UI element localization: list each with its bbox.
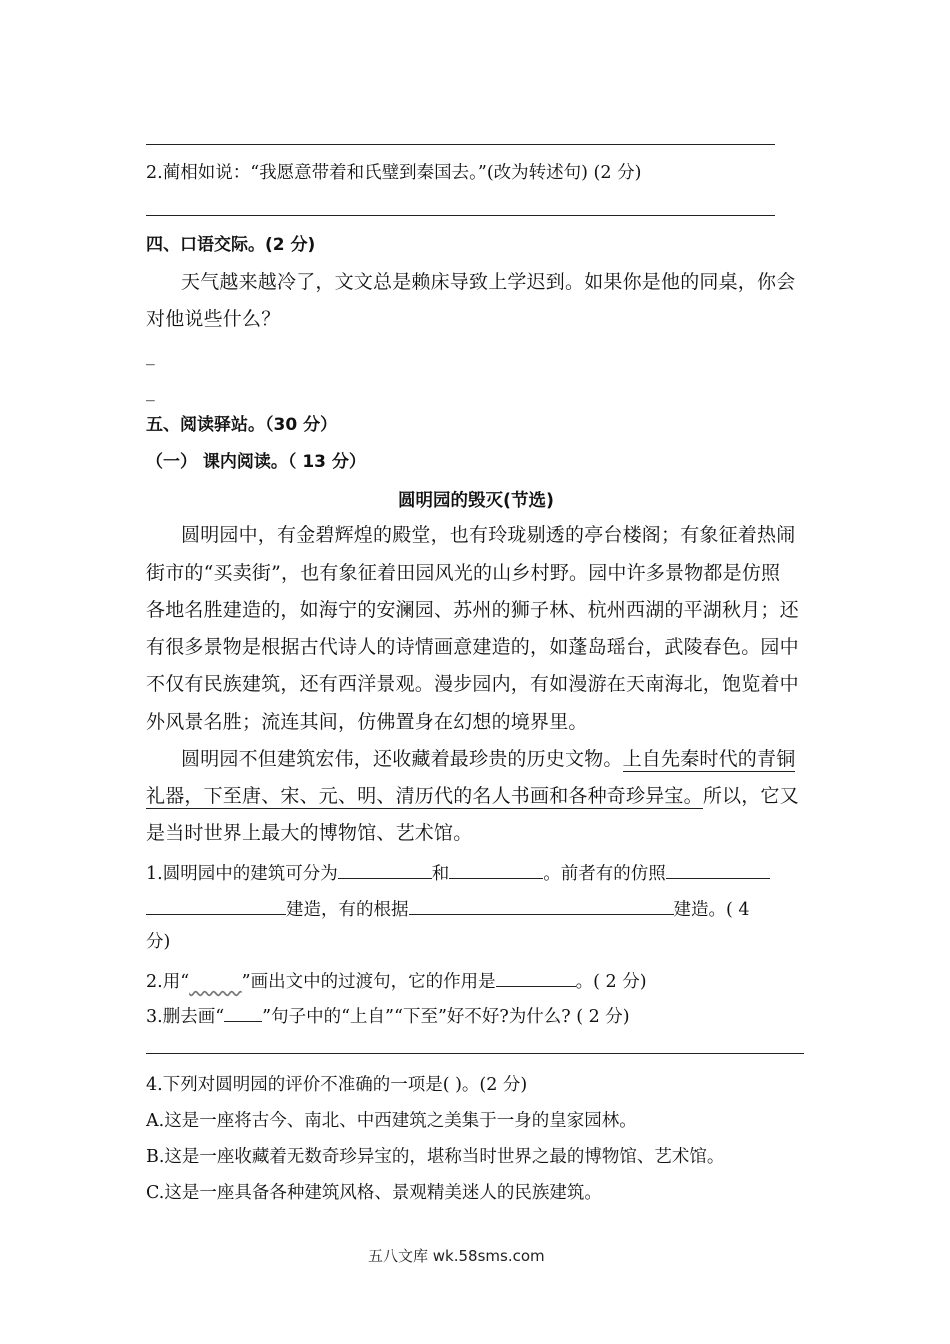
passage-p2-line-1 <box>181 746 795 772</box>
q1-text-d: 建造，有的根据 <box>286 900 409 920</box>
passage-p1-line-1: 圆明园中，有金碧辉煌的殿堂，也有玲珑剔透的亭台楼阁；有象征着热闹 <box>181 524 796 546</box>
q2-blank[interactable] <box>496 966 576 987</box>
rewrite-question-2: 2.蔺相如说：“我愿意带着和氏璧到秦国去。”(改为转述句) (2 分) <box>146 163 642 183</box>
answer-line-2 <box>146 215 775 216</box>
q1-blank-1[interactable] <box>338 858 432 879</box>
passage-p1-line-6: 外风景名胜；流连其间，仿佛置身在幻想的境界里。 <box>146 711 588 733</box>
q2-text-a: 2.用“ <box>146 972 190 992</box>
option-a: A.这是一座将古今、南北、中西建筑之美集于一身的皇家园林。 <box>146 1111 637 1131</box>
section-4-text-line-2: 对他说些什么？ <box>146 308 281 330</box>
q1-blank-5[interactable] <box>409 894 674 915</box>
section-5-subheading: （一） 课内阅读。（ 13 分） <box>146 452 366 472</box>
q1-blank-3[interactable] <box>666 858 770 879</box>
q1-text-a: 1.圆明园中的建筑可分为 <box>146 864 338 884</box>
q1-text-e: 建造。( 4 <box>673 900 750 920</box>
straight-line-mark <box>224 1001 262 1022</box>
answer-dash-1: _ <box>146 346 155 366</box>
question-3 <box>146 1001 630 1029</box>
passage-p1-line-5: 不仅有民族建筑，还有西洋景观。漫步园内，有如漫游在天南海北，饱览着中 <box>146 673 799 695</box>
p2-underlined-sentence-end: 礼器，下至唐、宋、元、明、清历代的名人书画和各种奇珍异宝。 <box>146 785 703 807</box>
question-2 <box>146 966 647 994</box>
question-1-line-3: 分) <box>146 932 171 952</box>
section-4-text-line-1: 天气越来越冷了，文文总是赖床导致上学迟到。如果你是他的同桌，你会 <box>181 271 796 293</box>
p2-plain-text-2: 所以，它又 <box>702 785 799 807</box>
passage-p1-line-3: 各地名胜建造的，如海宁的安澜园、苏州的狮子林、杭州西湖的平湖秋月；还 <box>146 599 799 621</box>
wavy-line-mark <box>189 972 242 992</box>
option-b: B.这是一座收藏着无数奇珍异宝的，堪称当时世界之最的博物馆、艺术馆。 <box>146 1147 725 1167</box>
q3-text-b: ”句子中的“上自”“下至”好不好?为什么? ( 2 分) <box>262 1007 630 1027</box>
passage-p2-line-3: 是当时世界上最大的博物馆、艺术馆。 <box>146 822 473 844</box>
passage-p1-line-4: 有很多景物是根据古代诗人的诗情画意建造的，如蓬岛瑶台，武陵春色。园中 <box>146 636 799 658</box>
question-1-line-1 <box>146 858 770 886</box>
answer-line-1 <box>146 144 775 145</box>
section-4-heading: 四、口语交际。(2 分) <box>146 235 316 255</box>
q2-text-c: 。( 2 分) <box>575 972 647 992</box>
section-5-heading: 五、阅读驿站。（30 分） <box>146 415 338 435</box>
passage-p1-line-2: 街市的“买卖街”，也有象征着田园风光的山乡村野。园中许多景物都是仿照 <box>146 562 781 584</box>
q1-text-c: 。前者有的仿照 <box>543 864 666 884</box>
footer-watermark: 五八文库 wk.58sms.com <box>368 1247 545 1265</box>
passage-p2-line-2 <box>146 783 799 809</box>
answer-dash-2: _ <box>146 382 155 402</box>
option-c: C.这是一座具备各种建筑风格、景观精美迷人的民族建筑。 <box>146 1183 602 1203</box>
question-4: 4.下列对圆明园的评价不准确的一项是( )。(2 分) <box>146 1075 528 1095</box>
question-3-answer-line <box>146 1053 804 1054</box>
p2-underlined-sentence-start: 上自先秦时代的青铜 <box>622 748 796 770</box>
q1-blank-2[interactable] <box>449 858 543 879</box>
q2-text-b: ”画出文中的过渡句，它的作用是 <box>241 972 496 992</box>
passage-title: 圆明园的毁灭(节选) <box>398 491 554 511</box>
q1-blank-4[interactable] <box>146 894 286 915</box>
q3-text-a: 3.删去画“ <box>146 1007 225 1027</box>
q1-text-b: 和 <box>431 864 450 884</box>
p2-plain-text: 圆明园不但建筑宏伟，还收藏着最珍贵的历史文物。 <box>181 748 623 770</box>
question-1-line-2 <box>146 894 750 922</box>
